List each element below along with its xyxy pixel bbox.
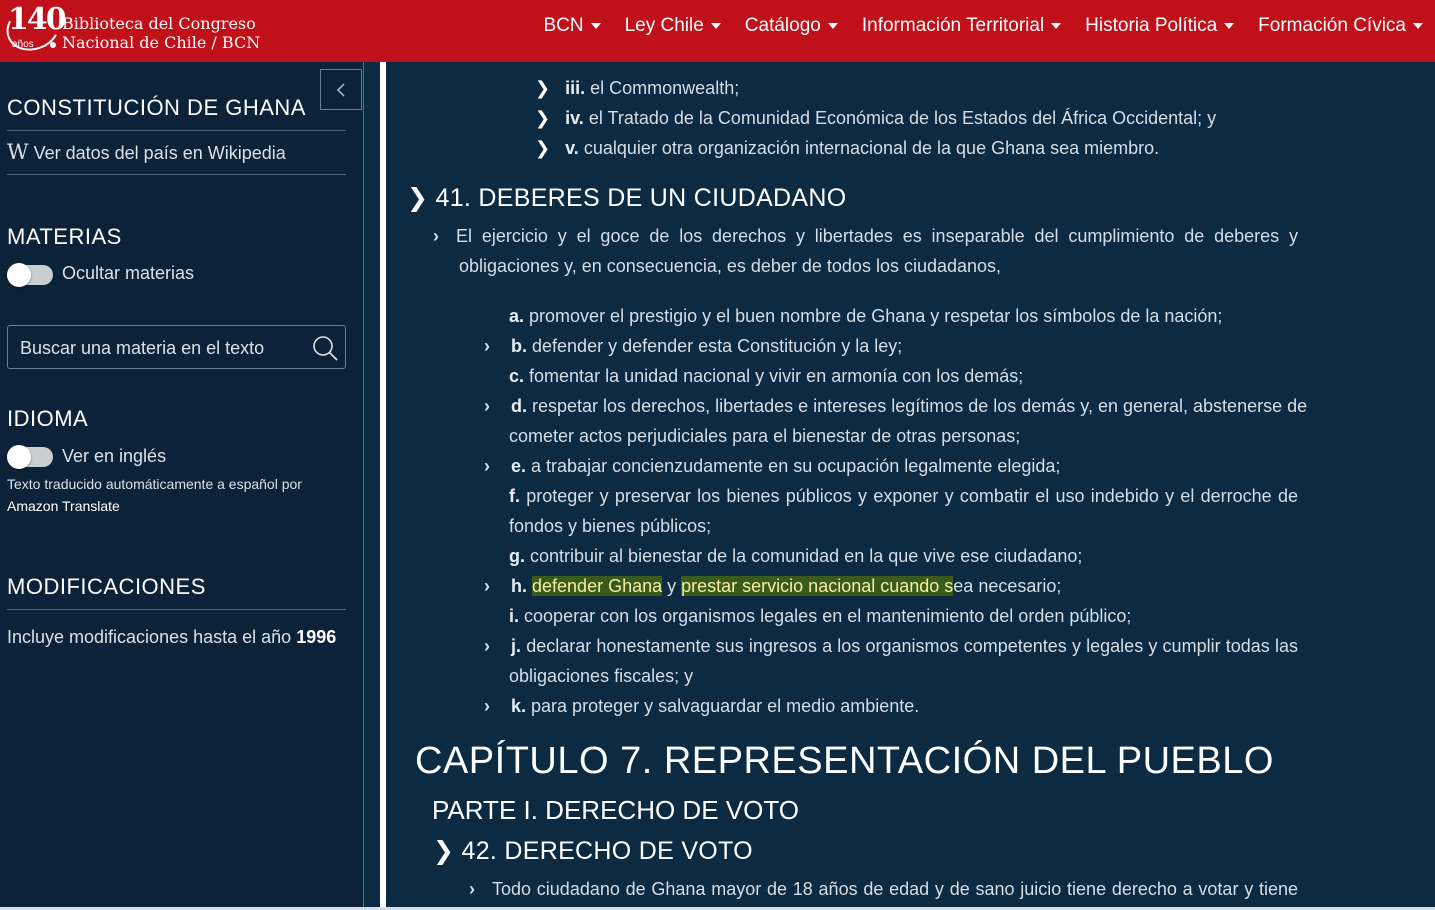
- article-41-intro-line1: El ejercicio y el goce de los derechos y libertades es inseparable del cumplimiento de deberes y: [456, 226, 1298, 246]
- item-mark: h.: [511, 576, 527, 596]
- collapse-sidebar-button[interactable]: [320, 69, 362, 110]
- chevron-right-icon[interactable]: ❯: [535, 108, 551, 128]
- sidebar: [0, 62, 364, 910]
- item-text: proteger y preservar los bienes públicos y exponer y combatir el uso indebido y el derroche de: [526, 486, 1298, 506]
- item-text: ea necesario;: [953, 576, 1062, 596]
- article-42-text: Todo ciudadano de Ghana mayor de 18 años de edad y de sano juicio tiene derecho a votar y tiene: [492, 879, 1298, 899]
- item-mark: iii.: [565, 78, 586, 98]
- nav-informacion-territorial[interactable]: [862, 15, 1061, 37]
- idioma-heading: IDIOMA: [7, 406, 89, 431]
- article-41-heading[interactable]: [407, 183, 846, 213]
- chevron-right-icon[interactable]: ›: [484, 576, 490, 596]
- nav-informacion-territorial-label: Información Territorial: [861, 15, 1045, 36]
- constitution-text: [389, 62, 1435, 910]
- item-mark: v.: [565, 138, 579, 158]
- item-text: contribuir al bienestar de la comunidad en la que vive ese ciudadano;: [530, 546, 1083, 566]
- item-text: cooperar con los organismos legales en el mantenimiento del orden público;: [524, 606, 1132, 626]
- chevron-right-icon[interactable]: ›: [469, 879, 475, 899]
- chapter-7-heading: CAPÍTULO 7. REPRESENTACIÓN DEL PUEBLO: [415, 740, 1274, 782]
- nav-ley-chile[interactable]: [625, 15, 721, 37]
- duty-item-i: [509, 606, 1131, 627]
- top-navbar: [0, 0, 1435, 62]
- modificaciones-year: 1996: [296, 627, 337, 647]
- chevron-right-icon[interactable]: ›: [484, 336, 490, 356]
- nav-formacion-civica-label: Formación Cívica: [1258, 15, 1406, 36]
- item-text: para proteger y salvaguardar el medio ambiente.: [531, 696, 920, 716]
- item-text: y: [662, 576, 682, 596]
- caret-down-icon: [711, 23, 721, 29]
- chevron-right-icon: ❯: [433, 837, 455, 865]
- nav-historia-politica[interactable]: [1085, 15, 1234, 37]
- article-41-intro-line2: obligaciones y, en consecuencia, es deber de todos los ciudadanos,: [459, 256, 1002, 276]
- translate-provider: Amazon Translate: [7, 498, 120, 514]
- ocultar-materias-label: Ocultar materias: [62, 263, 195, 283]
- wikipedia-icon: W: [7, 140, 29, 164]
- item-mark: iv.: [565, 108, 584, 128]
- duty-item-j-cont: obligaciones fiscales; y: [509, 666, 694, 686]
- caret-down-icon: [1413, 23, 1423, 29]
- search-icon[interactable]: [311, 334, 339, 362]
- chevron-right-icon[interactable]: ›: [484, 396, 490, 416]
- duty-item-f: [509, 486, 1298, 507]
- divider: [7, 609, 346, 610]
- item-text: el Commonwealth;: [590, 78, 740, 98]
- ver-en-ingles-label: Ver en inglés: [62, 446, 167, 466]
- highlighted-materia[interactable]: prestar servicio nacional cuando s: [681, 576, 954, 596]
- item-text: declarar honestamente sus ingresos a los organismos competentes y legales y cumplir todas las: [526, 636, 1298, 656]
- chevron-right-icon[interactable]: ›: [484, 696, 490, 716]
- duty-item-j: [511, 636, 1298, 657]
- duty-item-h: [511, 576, 1061, 597]
- item-mark: j.: [511, 636, 522, 656]
- duty-item-c: [509, 366, 1023, 387]
- nav-bcn-label: BCN: [543, 15, 584, 36]
- chevron-left-icon: [335, 82, 347, 98]
- item-text: respetar los derechos, libertades e intereses legítimos de los demás y, en general, abstenerse de: [532, 396, 1308, 416]
- nav-ley-chile-label: Ley Chile: [624, 15, 704, 36]
- duty-item-g: [509, 546, 1082, 567]
- list-item: [535, 138, 1159, 159]
- item-mark: i.: [509, 606, 520, 626]
- ocultar-materias-toggle[interactable]: [7, 265, 53, 285]
- sidebar-title: CONSTITUCIÓN DE GHANA: [7, 95, 306, 120]
- logo-line2: Nacional de Chile / BCN: [62, 33, 261, 52]
- item-mark: e.: [511, 456, 527, 476]
- duty-item-k: [511, 696, 919, 717]
- content-divider: [380, 62, 386, 910]
- item-text: cualquier otra organización internacional de la que Ghana sea miembro.: [583, 138, 1160, 158]
- highlighted-materia[interactable]: defender Ghana: [532, 576, 663, 596]
- chevron-right-icon[interactable]: ›: [484, 456, 490, 476]
- duty-item-a: [509, 306, 1222, 327]
- item-text: defender y defender esta Constitución y la ley;: [532, 336, 903, 356]
- modificaciones-label: Incluye modificaciones hasta el año: [7, 627, 292, 647]
- duty-item-d: [511, 396, 1308, 417]
- materia-search-input[interactable]: [18, 334, 312, 362]
- item-mark: c.: [509, 366, 525, 386]
- logo-anos: años: [12, 39, 34, 50]
- chevron-right-icon[interactable]: ❯: [535, 78, 551, 98]
- main-nav: [543, 0, 1423, 52]
- chevron-right-icon: ❯: [407, 184, 429, 212]
- article-41-title: 41. DEBERES DE UN CIUDADANO: [435, 184, 847, 212]
- chevron-right-icon[interactable]: ›: [484, 636, 490, 656]
- caret-down-icon: [828, 23, 838, 29]
- translate-note: Texto traducido automáticamente a español por: [7, 476, 302, 492]
- wikipedia-link[interactable]: [7, 140, 286, 164]
- modificaciones-heading: MODIFICACIONES: [7, 574, 206, 599]
- item-mark: f.: [509, 486, 520, 506]
- chevron-right-icon[interactable]: ›: [433, 226, 439, 246]
- nav-catalogo[interactable]: [745, 15, 838, 37]
- item-mark: k.: [511, 696, 527, 716]
- logo-line1: Biblioteca del Congreso: [62, 14, 256, 33]
- nav-historia-politica-label: Historia Política: [1085, 15, 1218, 36]
- duty-item-e: [511, 456, 1060, 477]
- duty-item-d-cont: cometer actos perjudiciales para el bienestar de otras personas;: [509, 426, 1021, 446]
- duty-item-f-cont: fondos y bienes públicos;: [509, 516, 712, 536]
- item-text: a trabajar concienzudamente en su ocupación legalmente elegida;: [531, 456, 1061, 476]
- article-42-heading[interactable]: [433, 836, 753, 866]
- logo-dot: [50, 42, 56, 48]
- logo-number: 140: [8, 2, 65, 37]
- nav-formacion-civica[interactable]: [1258, 15, 1423, 37]
- item-mark: a.: [509, 306, 525, 326]
- item-text: promover el prestigio y el buen nombre de Ghana y respetar los símbolos de la nación;: [529, 306, 1223, 326]
- caret-down-icon: [591, 23, 601, 29]
- list-item: [535, 108, 1216, 129]
- item-mark: g.: [509, 546, 525, 566]
- nav-catalogo-label: Catálogo: [744, 15, 821, 36]
- item-mark: b.: [511, 336, 527, 356]
- caret-down-icon: [1224, 23, 1234, 29]
- divider: [7, 130, 346, 131]
- part-1-heading: PARTE I. DERECHO DE VOTO: [432, 795, 799, 825]
- chevron-right-icon[interactable]: ❯: [535, 138, 551, 158]
- divider: [7, 174, 346, 175]
- ver-en-ingles-toggle[interactable]: [7, 447, 53, 467]
- item-text: fomentar la unidad nacional y vivir en armonía con los demás;: [529, 366, 1024, 386]
- item-mark: d.: [511, 396, 527, 416]
- item-text: el Tratado de la Comunidad Económica de los Estados del África Occidental; y: [588, 108, 1217, 128]
- nav-bcn[interactable]: [543, 15, 600, 37]
- modificaciones-text: [7, 627, 336, 648]
- list-item: [535, 78, 739, 99]
- wikipedia-link-label: Ver datos del país en Wikipedia: [33, 143, 286, 163]
- duty-item-b: [511, 336, 902, 357]
- materia-search-box: [7, 325, 346, 369]
- materias-heading: MATERIAS: [7, 224, 122, 249]
- article-42-title: 42. DERECHO DE VOTO: [461, 837, 753, 865]
- caret-down-icon: [1051, 23, 1061, 29]
- bcn-logo[interactable]: [6, 2, 261, 56]
